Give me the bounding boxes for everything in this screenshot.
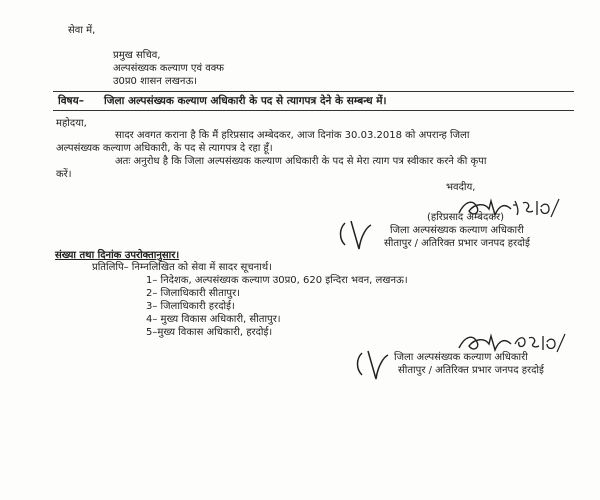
body-para2-line2: करें। — [56, 169, 72, 180]
greeting: महोदया, — [56, 118, 87, 129]
handwritten-initial-2 — [352, 345, 392, 385]
copy-item-3: 3– जिलाधिकारी हरदोई। — [146, 301, 235, 312]
subject-top-rule — [53, 91, 574, 92]
handwritten-initial-1 — [335, 215, 375, 255]
copy-item-2: 2– जिलाधिकारी सीतापुर। — [146, 288, 240, 299]
copy-label: प्रतिलिपि– निम्नलिखित को सेवा में सादर सूचनार्थ। — [92, 262, 272, 273]
signature1-location: सीतापुर / अतिरिक्त प्रभार जनपद हरदोई — [384, 238, 530, 249]
signature2-designation: जिला अल्पसंख्यक कल्याण अधिकारी — [394, 352, 528, 363]
signature1-name: (हरिप्रसाद अम्बेदकर) — [427, 212, 505, 223]
body-para1-line1: सादर अवगत कराना है कि मैं हरिप्रसाद अम्बेदकर, आज दिनांक 30.03.2018 को अपरान्ह जिला — [115, 130, 470, 141]
body-para1-line2: अल्पसंख्यक कल्याण अधिकारी, के पद से त्यागपत्र दे रहा हूँ। — [56, 143, 273, 154]
subject-text: जिला अल्पसंख्यक कल्याण अधिकारी के पद से त्यागपत्र देने के सम्बन्ध में। — [104, 95, 387, 107]
recipient-line-3: उ0प्र0 शासन लखनऊ। — [113, 76, 198, 87]
body-para2-line1: अतः अनुरोध है कि जिला अल्पसंख्यक कल्याण अधिकारी के पद से मेरा त्याग पत्र स्वीकार करने की कृपा — [115, 156, 487, 167]
copy-item-4: 4– मुख्य विकास अधिकारी, सीतापुर। — [146, 314, 281, 325]
signature1-designation: जिला अल्पसंख्यक कल्याण अधिकारी — [390, 225, 524, 236]
copy-item-5: 5–मुख्य विकास अधिकारी, हरदोई। — [146, 327, 273, 338]
subject-bottom-rule — [53, 110, 574, 111]
closing: भवदीय, — [446, 182, 476, 193]
salutation-to: सेवा में, — [68, 25, 96, 36]
recipient-line-2: अल्पसंख्यक कल्याण एवं वक्फ — [113, 63, 224, 74]
subject-label: विषय– — [58, 95, 84, 107]
copy-item-1: 1– निदेशक, अल्पसंख्यक कल्याण उ0प्र0, 620 इन्दिरा भवन, लखनऊ। — [146, 275, 408, 286]
recipient-line-1: प्रमुख सचिव, — [113, 50, 161, 61]
signature2-location: सीतापुर / अतिरिक्त प्रभार जनपद हरदोई — [398, 365, 544, 376]
reference-heading: संख्या तथा दिनांक उपरोक्तानुसार। — [55, 250, 180, 261]
